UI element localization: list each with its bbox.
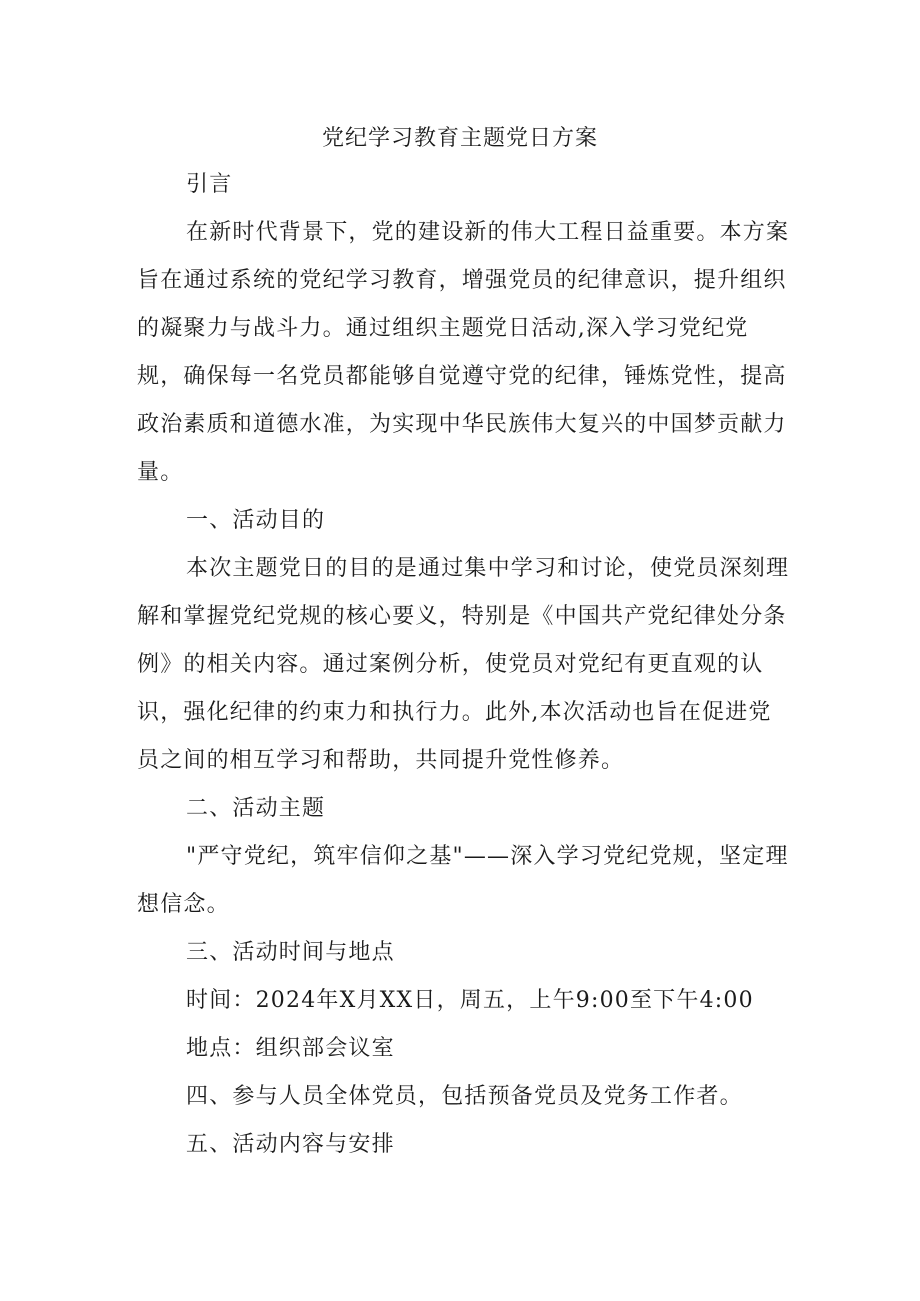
- place-line: 地点：组织部会议室: [186, 1036, 395, 1061]
- intro-heading: 引言: [186, 172, 233, 197]
- document-title: 党纪学习教育主题党日方案: [321, 126, 598, 151]
- purpose-paragraph-line: 例》的相关内容。通过案例分析，使党员对党纪有更直观的认: [137, 652, 764, 677]
- purpose-paragraph-line: 员之间的相互学习和帮助，共同提升党性修养。: [137, 748, 625, 773]
- section-heading-time-place: 三、活动时间与地点: [186, 940, 395, 965]
- purpose-paragraph-line: 本次主题党日的目的是通过集中学习和讨论，使党员深刻理: [186, 556, 790, 581]
- purpose-paragraph-line: 解和掌握党纪党规的核心要义，特别是《中国共产党纪律处分条: [137, 604, 787, 629]
- intro-paragraph-line: 政治素质和道德水准，为实现中华民族伟大复兴的中国梦贡献力: [137, 412, 787, 437]
- intro-paragraph-line: 规，确保每一名党员都能够自觉遵守党的纪律，锤炼党性，提高: [137, 364, 787, 389]
- theme-paragraph-line: 想信念。: [137, 892, 230, 917]
- intro-paragraph-line: 在新时代背景下，党的建设新的伟大工程日益重要。本方案: [186, 220, 790, 245]
- intro-paragraph-line: 旨在通过系统的党纪学习教育，增强党员的纪律意识，提升组织: [137, 268, 787, 293]
- theme-paragraph-line: "严守党纪，筑牢信仰之基"——深入学习党纪党规，坚定理: [186, 844, 789, 869]
- section-heading-content: 五、活动内容与安排: [186, 1132, 395, 1157]
- intro-paragraph-line: 的凝聚力与战斗力。通过组织主题党日活动,深入学习党纪党: [137, 316, 749, 341]
- time-line: 时间：2024年X月XX日，周五，上午9:00至下午4:00: [186, 988, 754, 1013]
- intro-paragraph-line: 量。: [137, 460, 184, 485]
- section-participants: 四、参与人员全体党员，包括预备党员及党务工作者。: [186, 1084, 743, 1109]
- section-heading-theme: 二、活动主题: [186, 796, 326, 821]
- section-heading-purpose: 一、活动目的: [186, 508, 326, 533]
- purpose-paragraph-line: 识，强化纪律的约束力和执行力。此外,本次活动也旨在促进党: [137, 700, 772, 725]
